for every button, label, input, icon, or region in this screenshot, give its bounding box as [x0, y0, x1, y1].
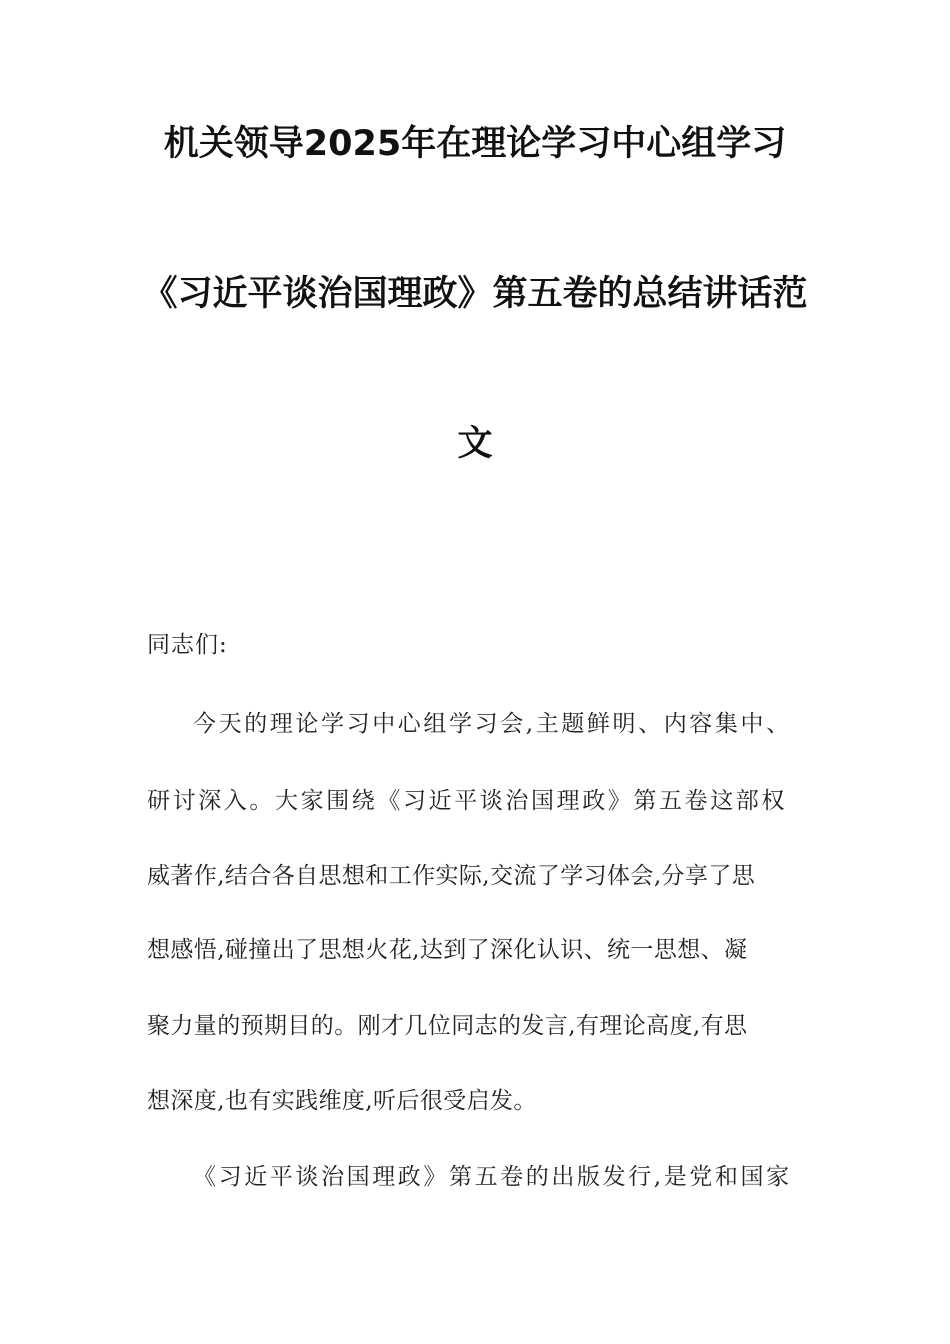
paragraph-1-line-6: 想深度,也有实践维度,听后很受启发。 [147, 1088, 537, 1114]
salutation: 同志们: [147, 632, 228, 658]
document-title-line-2: 《习近平谈治国理政》第五卷的总结讲话范 [142, 274, 808, 314]
document-title-line-3: 文 [457, 424, 493, 464]
paragraph-1-line-4: 想感悟,碰撞出了思想火花,达到了深化认识、统一思想、凝 [147, 937, 748, 963]
paragraph-1-line-5: 聚力量的预期目的。刚才几位同志的发言,有理论高度,有思 [147, 1013, 748, 1039]
paragraph-1-line-2: 研讨深入。大家围绕《习近平谈治国理政》第五卷这部权 [147, 788, 787, 814]
paragraph-1-line-1: 今天的理论学习中心组学习会,主题鲜明、内容集中、 [193, 711, 792, 737]
paragraph-2-line-1: 《习近平谈治国理政》第五卷的出版发行,是党和国家 [193, 1164, 792, 1190]
paragraph-1-line-3: 威著作,结合各自思想和工作实际,交流了学习体会,分享了思 [147, 863, 756, 889]
document-title-line-1: 机关领导2025年在理论学习中心组学习 [163, 124, 787, 164]
